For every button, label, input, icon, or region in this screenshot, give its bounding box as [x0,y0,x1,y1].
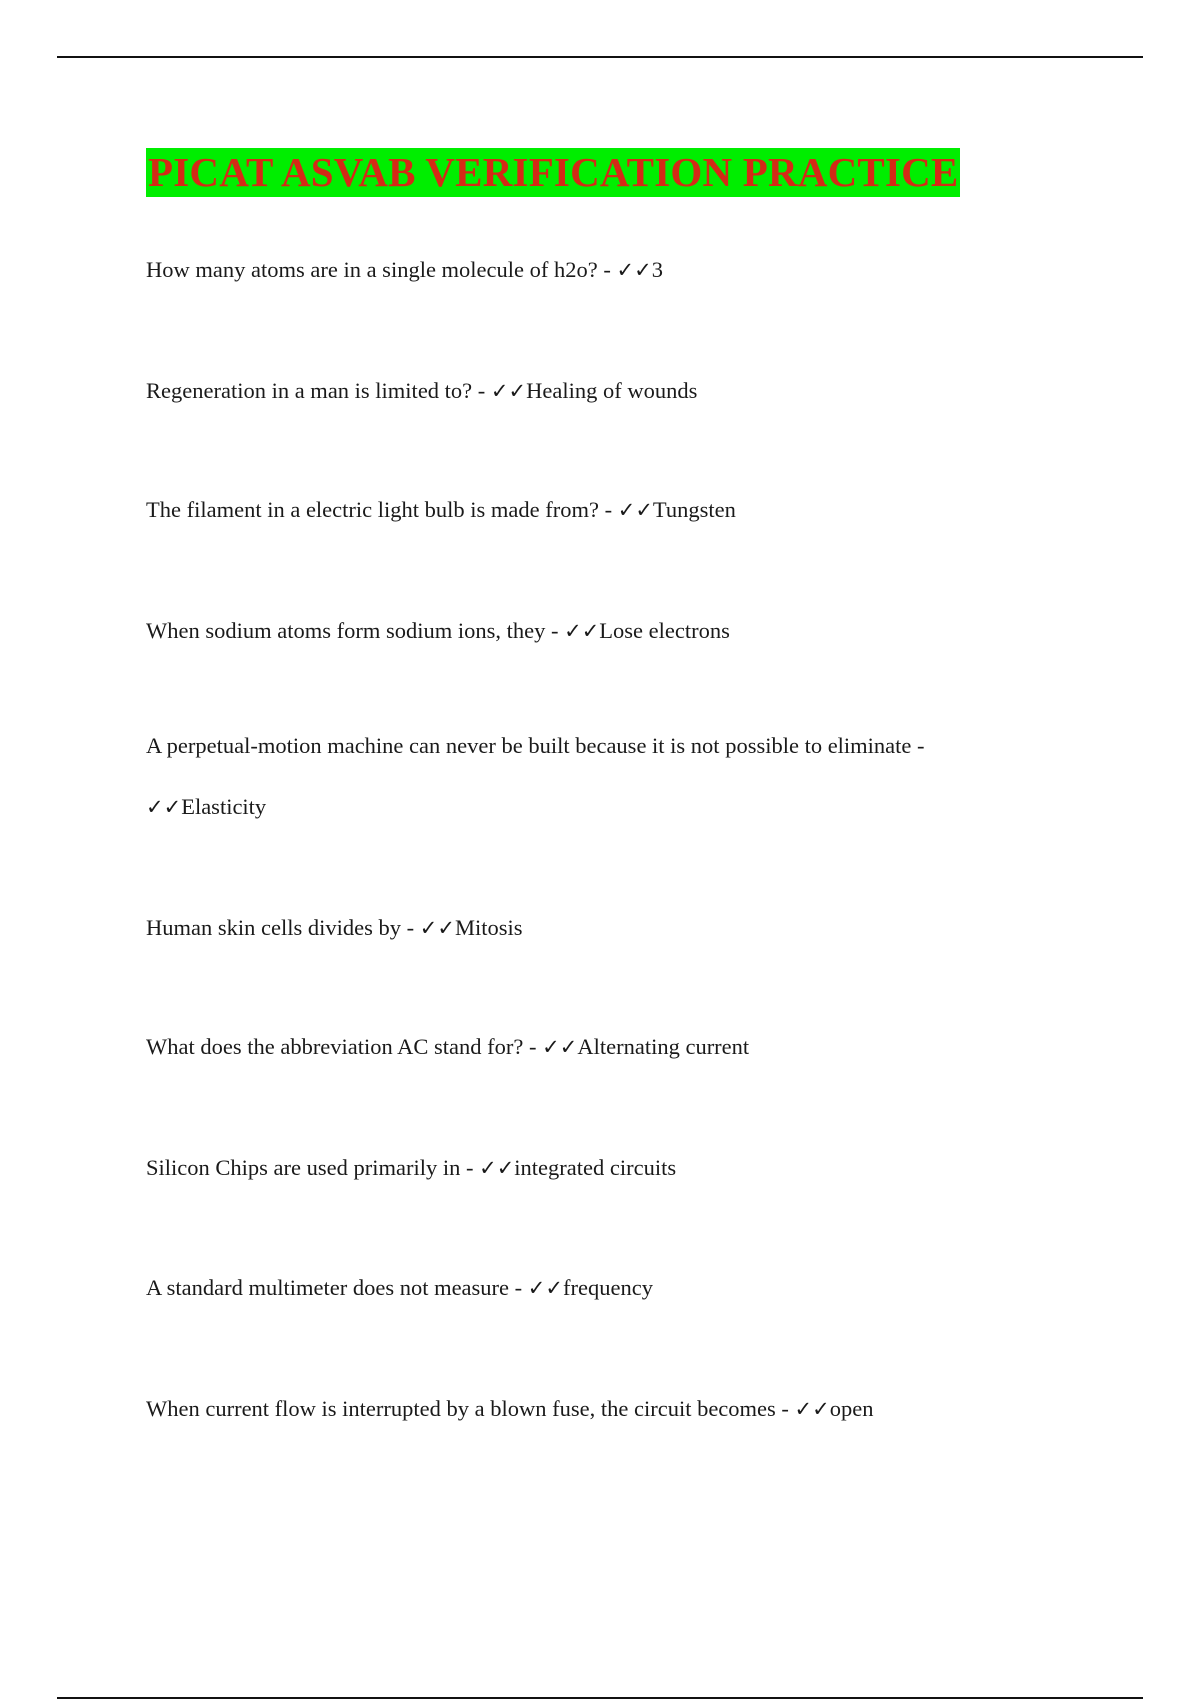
separator: - [597,257,617,282]
qa-item-10 [146,1378,1046,1440]
double-check-icon: ✓✓ [146,795,182,819]
qa-item-8 [146,1137,1046,1199]
answer-text: frequency [563,1275,653,1300]
answer-text: Mitosis [454,915,523,940]
answer-text: integrated circuits [514,1155,677,1180]
separator: - [523,1034,543,1059]
answer-text: Tungsten [652,497,736,522]
qa-item-5 [146,715,1046,838]
question-text: Silicon Chips are used primarily in [146,1155,461,1180]
double-check-icon: ✓✓ [527,1276,563,1300]
question-text: When sodium atoms form sodium ions, they [146,618,546,643]
double-check-icon: ✓✓ [617,498,653,522]
question-text: What does the abbreviation AC stand for? [146,1034,524,1059]
question-text: When current flow is interrupted by a blown fuse, the circuit becomes [146,1396,776,1421]
answer-text: Lose electrons [599,618,730,643]
qa-item-7 [146,1016,1046,1078]
question-text: A standard multimeter does not measure [146,1275,510,1300]
separator: - [598,497,618,522]
separator: - [472,378,491,403]
top-rule [57,56,1143,58]
double-check-icon: ✓✓ [479,1156,515,1180]
answer-text: Elasticity [181,794,267,819]
double-check-icon: ✓✓ [794,1397,830,1421]
qa-item-6 [146,897,1046,959]
question-text: Human skin cells divides by [146,915,401,940]
double-check-icon: ✓✓ [564,619,600,643]
answer-text: Healing of wounds [526,378,698,403]
document-title: PICAT ASVAB VERIFICATION PRACTICE [148,149,959,195]
answer-text: 3 [651,257,663,282]
qa-item-2 [146,360,1046,422]
qa-item-1 [146,239,1046,301]
double-check-icon: ✓✓ [419,916,455,940]
separator: - [509,1275,528,1300]
answer-text: open [829,1396,874,1421]
question-text: The filament in a electric light bulb is made from? [146,497,599,522]
bottom-rule [57,1697,1143,1699]
double-check-icon: ✓✓ [542,1035,578,1059]
qa-item-3 [146,479,1046,541]
separator: - [775,1396,795,1421]
separator: - [400,915,420,940]
question-text: A perpetual-motion machine can never be built because it is not possible to eliminate [146,733,912,758]
separator: - [460,1155,480,1180]
double-check-icon: ✓✓ [490,379,527,403]
double-check-icon: ✓✓ [616,258,652,282]
separator: - [545,618,565,643]
qa-item-4 [146,600,1046,662]
question-text: Regeneration in a man is limited to? [146,378,473,403]
answer-text: Alternating current [577,1034,750,1059]
separator: - [911,733,925,758]
question-text: How many atoms are in a single molecule of h2o? [146,257,598,282]
qa-item-9 [146,1257,1046,1319]
